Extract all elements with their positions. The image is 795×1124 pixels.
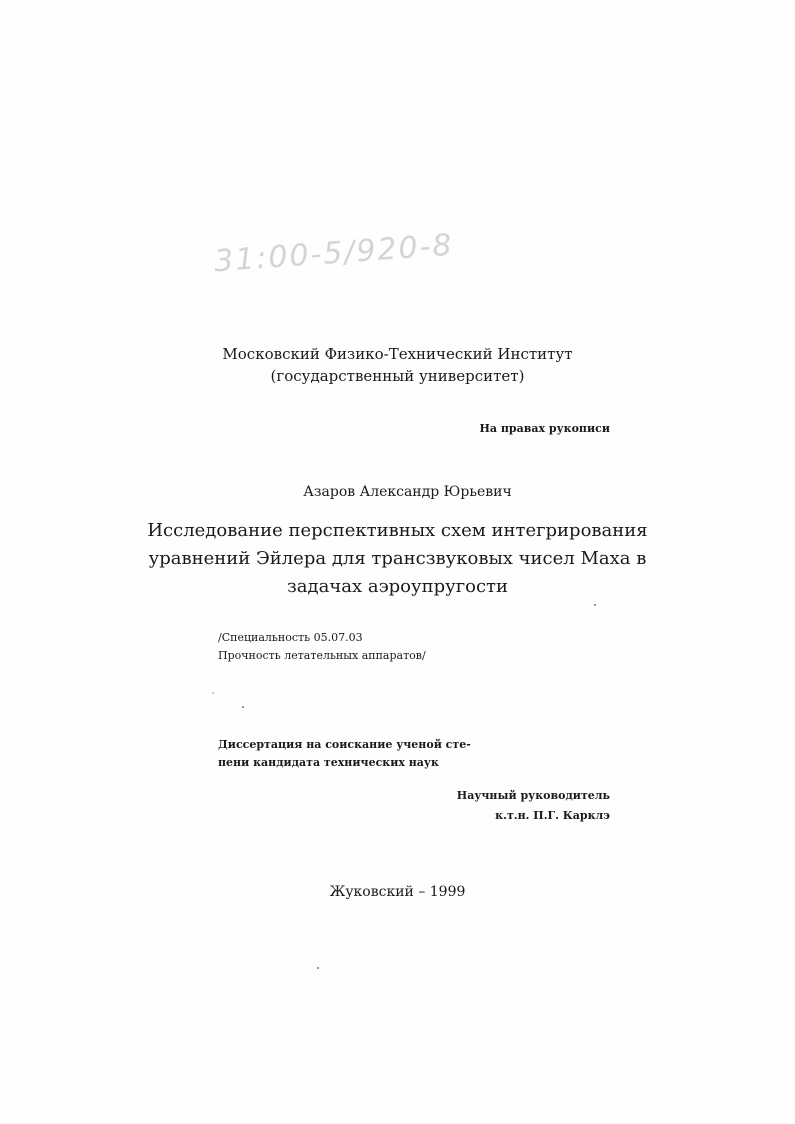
advisor-line-2: к.т.н. П.Г. Карклэ: [495, 809, 610, 822]
institute-line-1: Московский Физико-Технический Институт: [222, 345, 573, 363]
title-line-2: уравнений Эйлера для трансзвуковых чисел Маха в: [148, 548, 647, 569]
scan-speck: [242, 706, 244, 708]
rights-note: На правах рукописи: [479, 422, 610, 435]
advisor-line-1: Научный руководитель: [456, 789, 610, 802]
specialty-line-2: Прочность летательных аппаратов/: [218, 649, 426, 662]
title-line-1: Исследование перспективных схем интегрирования: [147, 520, 648, 541]
handwritten-archive-stamp: 31:00-5/920-8: [213, 227, 455, 280]
title-line-3: задачах аэроупругости: [286, 576, 509, 597]
author-name: Азаров Александр Юрьевич: [303, 484, 512, 500]
specialty-line-1: /Специальность 05.07.03: [218, 631, 363, 644]
dissertation-line-1: Диссертация на соискание ученой сте-: [218, 738, 471, 751]
dissertation-title: [0, 517, 795, 601]
scan-speck: [212, 692, 214, 694]
specialty-block: [218, 629, 426, 665]
city-year: Жуковский – 1999: [329, 884, 466, 900]
scientific-advisor: [457, 786, 610, 826]
institute-line-2: (государственный университет): [270, 367, 525, 385]
scan-speck: [317, 967, 319, 969]
institute-name: [0, 343, 795, 387]
dissertation-description: [218, 736, 471, 772]
scan-speck: [594, 604, 596, 606]
dissertation-line-2: пени кандидата технических наук: [218, 756, 439, 769]
